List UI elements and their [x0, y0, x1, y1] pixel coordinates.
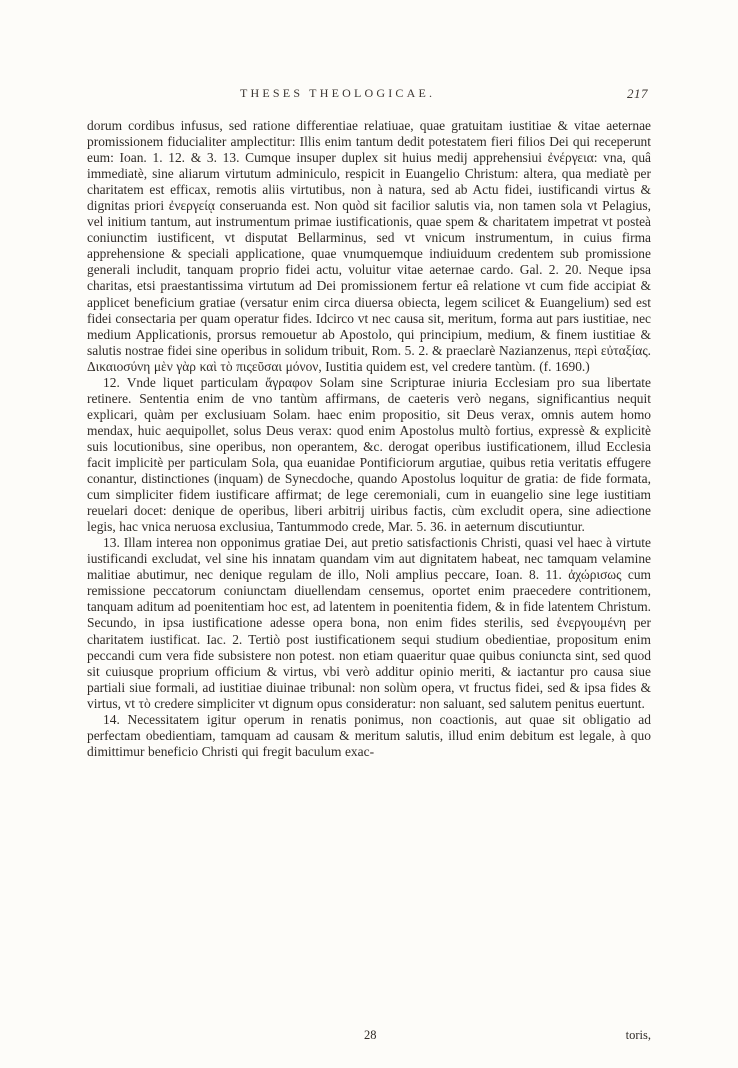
paragraph-thesis-14: 14. Necessitatem igitur operum in renatis ponimus, non coactionis, aut quae sit obligatio ad perfectam obedientiam, tamquam ad causam & meritum salutis, illud enim debitum est legale, à quo dimittimur beneficio Christi qui fregit baculum exac-	[87, 711, 651, 759]
signature-mark: 28	[364, 1028, 377, 1042]
paragraph-thesis-12: 12. Vnde liquet particulam ἄγραφον Solam sine Scripturae iniuria Ecclesiam pro sua libertate retinere. Sententia enim de vno tantùm affirmans, de caeteris verò negans, significantius nequit explicari, quàm per exclusiuam Solam. haec enim propositio, sit Deus verax, omnis autem homo mendax, huic aequipollet, solus Deus verax: quod enim Apostolus multò fortius, expressè & explicitè suis locutionibus, sine operibus, non operantem, &c. derogat operibus iustificationem, illud Ecclesia facit implicitè per particulam Sola, qua euanidae Pontificiorum argutiae, quibus retia veritatis effugere conantur, distinctiones (inquam) de Synecdoche, quando Apostolus loquitur de gratia: de fide formata, cum simpliciter fidem iustificare affirmat; de lege ceremoniali, cum in euangelio sine lege iustitiam reuelari docet: denique de operibus, liberi arbitrij uiribus factis, cùm excludit opera, sine adiectione legis, hac vnica neruosa exclusiua, Tantummodo crede, Mar. 5. 36. in aeternum discutiuntur.	[87, 374, 651, 535]
page-footer	[0, 1028, 738, 1044]
body-text	[87, 118, 651, 760]
running-head	[0, 86, 738, 104]
paragraph-thesis-13: 13. Illam interea non opponimus gratiae Dei, aut pretio satisfactionis Christi, quasi vel haec à virtute iustificandi excludat, vel sine his innatam quandam vim aut dignitatem habeat, nec tamquam velamine malitiae abutimur, nec denique regulam de illo, Noli amplius peccare, Ioan. 8. 11. ἀχώρισως cum remissione peccatorum coniunctam diuellendam censemus, oportet enim praecedere contritionem, tanquam aditum ad poenitentiam hoc est, ad latentem in poenitentia fidem, & in fide latentem Christum. Secundo, in ipsa iustificatione adesse opera bona, non enim fides sterilis, sed ἐνεργουμένη per charitatem iustificat. Iac. 2. Tertiò post iustificationem sequi studium obedientiae, propositum enim peccandi cum vera fide subsistere non potest. non etiam quaeritur quae quibus coniuncta sint, sed quod sit cuiusque proprium officium & virtus, vbi verò additur opinio meriti, & iactantur pro causa siue partiali siue formali, ad iustitiae diuinae tribunal: non solùm opera, vt fructus fidei, sed & ipsa fides & virtus, vt τὸ credere simpliciter vt dignum opus consideratur: non saluant, sed salutem penitus euertunt.	[87, 535, 651, 711]
paragraph-continuation: dorum cordibus infusus, sed ratione differentiae relatiuae, quae gratuitam iustitiae & vitae aeternae promissionem fiducialiter amplectitur: Illis enim tantum dedit potestatem fieri filios Dei qui receperunt eum: Ioan. 1. 12. & 3. 13. Cumque insuper duplex sit huius medij apprehensiui ἐνέργεια: vna, quâ immediatè, sine aliarum virtutum adminiculo, respicit in Euangelio Christum: altera, qua mediatè per charitatem est efficax, remotis aliis virtutibus, non à natura, sed ab Actu fidei, iustificandi virtus & dignitas priori ἐνεργείᾳ conseruanda est. Non quòd sit facilior salutis via, non tamen sola vt Pelagius, vel initium tantum, aut instrumentum primae iustificationis, quae spem & charitatem impetrat vt posteà coniunctim iustificent, vt disputat Bellarminus, sed vt vnicum instrumentum, in cuius firma apprehensione & speciali applicatione, quae vnumquemque indiuiduum credentem sub promissione generali includit, tanquam proprio fidei actu, voluitur vitae aeternae cardo. Gal. 2. 20. Neque ipsa charitas, etsi praestantissima virtutum ad Dei promissionem fertur eâ relatione vt cum fide accipiat & applicet beneficium gratiae (versatur enim circa diuersa obiecta, legem scilicet & Euangelium) sed est fidei consectaria per quam operatur fides. Idcirco vt nec causa sit, meritum, forma aut pars iustitiae, nec medium Applicationis, prorsus remouetur ab Apostolo, qui principium, medium, & finem iustitiae & salutis nostrae fidei sine operibus in solidum tribuit, Rom. 5. 2. & praeclarè Nazianzenus, περὶ εὐταξίας. Δικαιοσύνη μὲν γὰρ καὶ τὸ πιςεῦσαι μόνον, Iustitia quidem est, vel credere tantùm. (f. 1690.)	[87, 118, 651, 374]
running-title: THESES THEOLOGICAE.	[240, 86, 436, 100]
page-number: 217	[627, 86, 648, 101]
catchword: toris,	[625, 1028, 651, 1042]
